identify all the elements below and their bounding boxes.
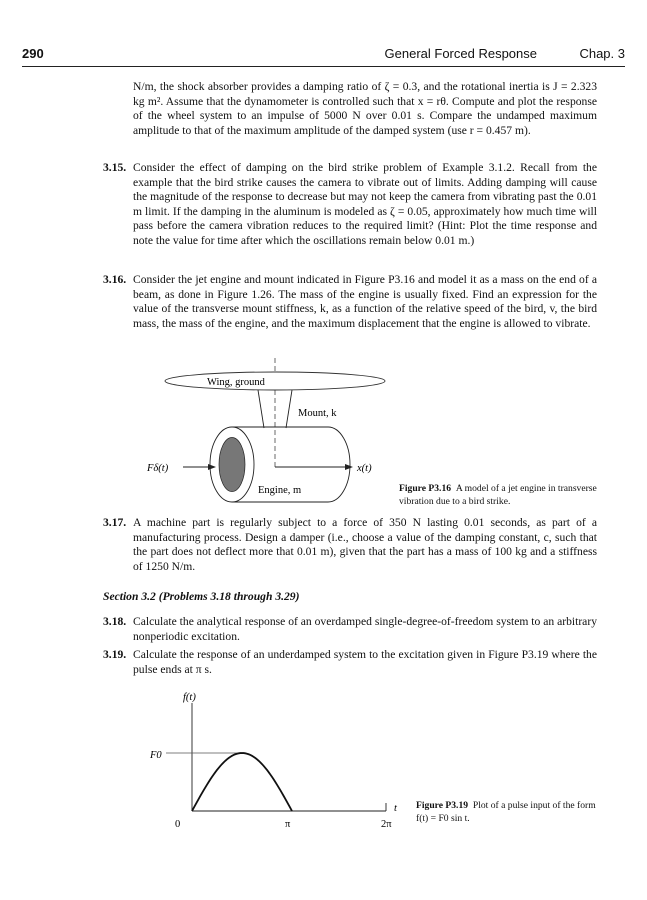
- amp-label: F0: [150, 750, 162, 761]
- label-mount: Mount, k: [298, 408, 337, 419]
- tick-2pi: 2π: [381, 819, 392, 830]
- tick-0: 0: [175, 819, 181, 830]
- continuation-paragraph: N/m, the shock absorber provides a damping ratio of ζ = 0.3, and the rotational inertia is J = 2.323 kg m². Assume that the dynamometer is controlled such that x = rθ. Compute and plot the response of the wheel system to an impulse of 5000 N over 0.01 s. Compare the undamped maximum amplitude to that of the maximum amplitude of the damped system (use r = 0.457 m).: [133, 80, 597, 137]
- x-label: t: [394, 803, 397, 814]
- problem-text: Consider the effect of damping on the bird strike problem of Example 3.1.2. Recall from the example that the bird strike causes the camera to vibrate out of limits. Adding damping will cause the magnitude of the response to decrease but may not keep the camera from vibrating past the 0.01 m limit. If the damping in the aluminum is modeled as ζ = 0.05, approximately how much time will pass before the camera vibration reduces to the required limit? (Hint: Plot the time response and note the value for time after which the oscillations remain below 0.01 m.): [133, 161, 597, 247]
- problem-number: 3.18.: [103, 615, 127, 628]
- section-heading: Section 3.2 (Problems 3.18 through 3.29): [103, 590, 300, 603]
- problem-number: 3.16.: [103, 273, 127, 286]
- problem-text: Consider the jet engine and mount indicated in Figure P3.16 and model it as a mass on the end of a beam, as done in Figure 1.26. The mass of the engine is usually fixed. Find an expression for the value of the transverse mount stiffness, k, as a function of the relative speed of the bird, v, the bird mass, the mass of the engine, and the maximum displacement that the engine is allowed to vibrate.: [133, 273, 597, 330]
- running-title: General Forced Response: [384, 46, 537, 61]
- page-number: 290: [22, 46, 44, 61]
- label-engine: Engine, m: [258, 485, 302, 496]
- problem-number: 3.15.: [103, 161, 127, 174]
- caption-text: Plot of a pulse input of the form f(t) = F0 sin t.: [416, 800, 596, 824]
- problem-number: 3.19.: [103, 648, 127, 661]
- label-force: Fδ(t): [147, 463, 169, 474]
- problem-text: Calculate the analytical response of an overdamped single-degree-of-freedom system to an arbitrary nonperiodic excitation.: [133, 615, 597, 643]
- caption-label: Figure P3.16: [399, 483, 452, 494]
- label-wing: Wing, ground: [207, 377, 265, 388]
- label-x: x(t): [357, 463, 372, 474]
- problem-text: A machine part is regularly subject to a force of 350 N lasting 0.01 seconds, as part of a manufacturing process. Design a damper (i.e., choose a value of the damping constant, c, such that the part does not deflect more that 0.01 m), given that the part has a mass of 100 kg and a stiffness of 1250 N/m.: [133, 516, 597, 573]
- tick-pi: π: [285, 819, 291, 830]
- chapter-label: Chap. 3: [579, 46, 625, 61]
- caption-text: A model of a jet engine in transverse vibration due to a bird strike.: [399, 483, 597, 507]
- y-label: f(t): [183, 692, 196, 703]
- problem-number: 3.17.: [103, 516, 127, 529]
- problem-text: Calculate the response of an underdamped system to the excitation given in Figure P3.19 where the pulse ends at π s.: [133, 648, 597, 676]
- caption-label: Figure P3.19: [416, 800, 469, 811]
- pulse-curve: [192, 753, 292, 811]
- figure-p3-19-caption: [416, 800, 601, 825]
